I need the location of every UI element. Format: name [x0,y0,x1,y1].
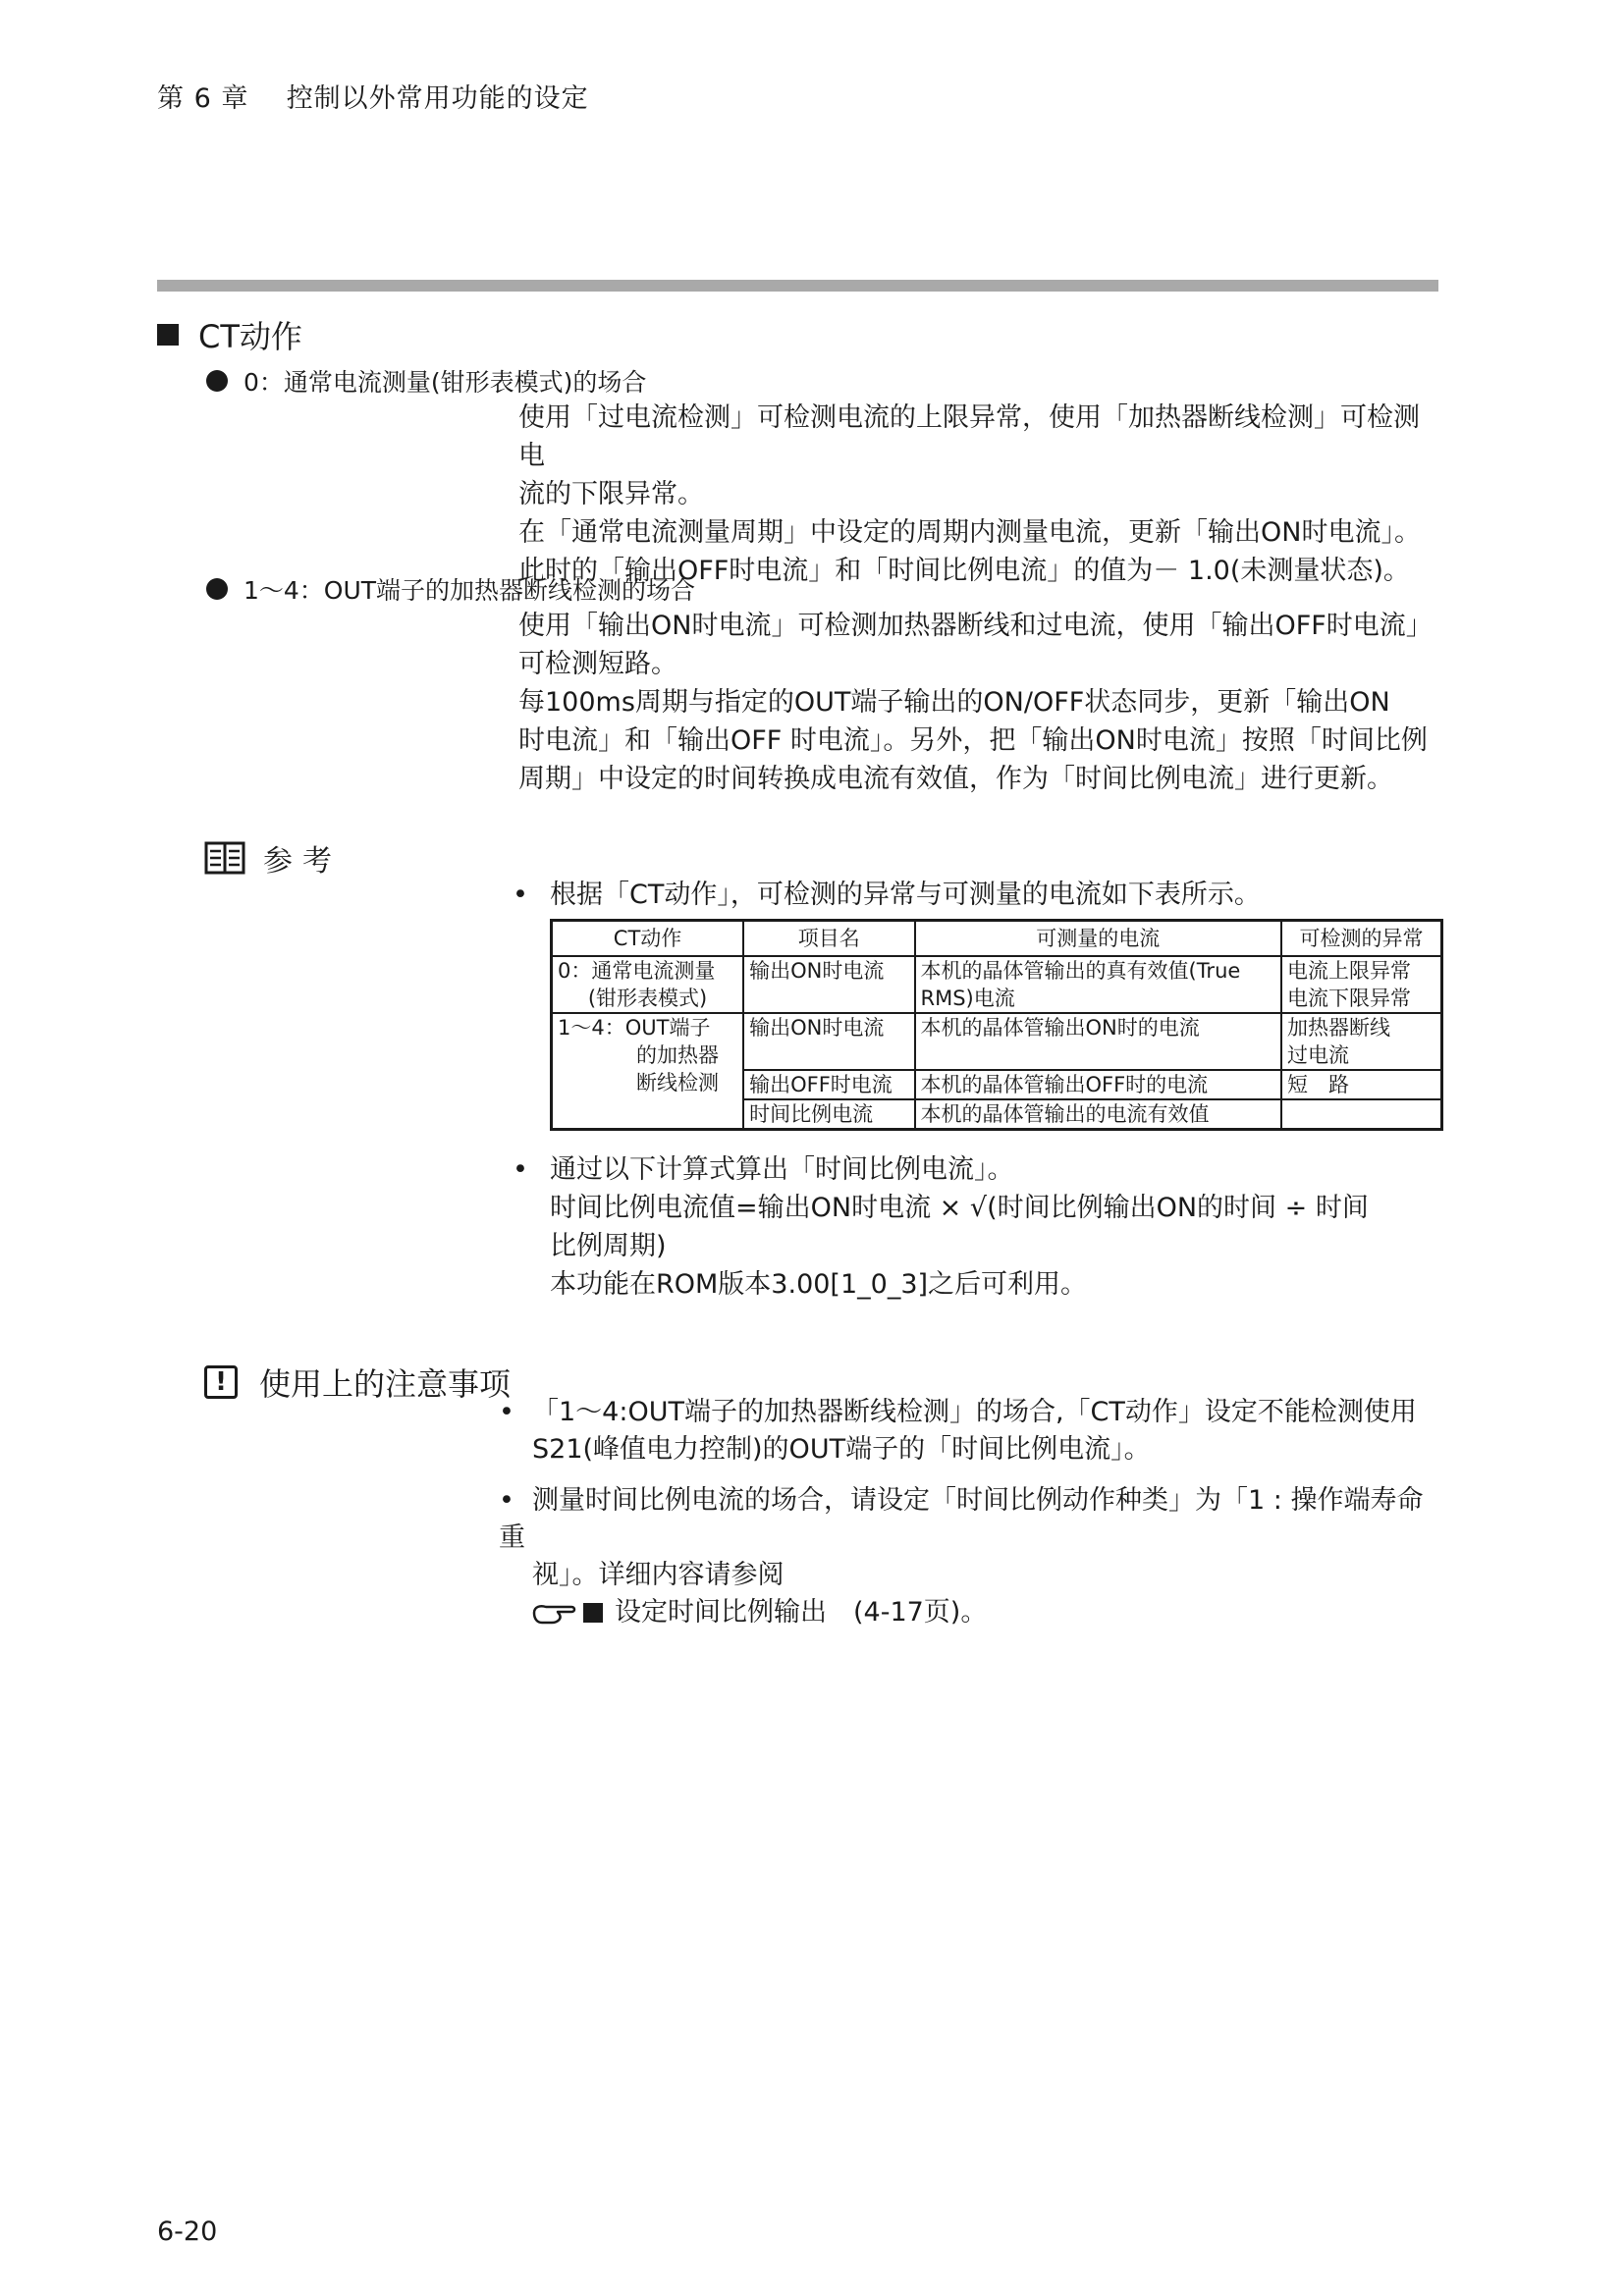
bullet-icon: • [499,1485,514,1516]
mode0-description [518,399,1441,590]
ct-action-table [550,919,1443,1131]
caution-line: S21(峰值电力控制)的OUT端子的「时间比例电流」。 [532,1434,1151,1465]
cell-line: 断线检测 [636,1071,719,1095]
mode14-line: 每100ms周期与指定的OUT端子输出的ON/OFF状态同步，更新「输出ON [518,687,1390,718]
caution-line: 测量时间比例电流的场合，请设定「时间比例动作种类」为「1 : 操作端寿命重 [499,1485,1424,1553]
filled-circle-icon [206,578,228,600]
mode0-line: 此时的「输出OFF时电流」和「时间比例电流」的值为－ 1.0(未测量状态)。 [518,556,1410,586]
mode14-line: 周期」中设定的时间转换成电流有效值，作为「时间比例电流」进行更新。 [518,764,1393,794]
cell-line: 0：通常电流测量 [558,959,716,983]
mode14-line: 使用「输出ON时电流」可检测加热器断线和过电流，使用「输出OFF时电流」 [518,611,1433,641]
table-cell-action [552,956,744,1013]
reference-intro-text: 根据「CT动作」，可检测的异常与可测量的电流如下表所示。 [550,880,1261,910]
cross-reference-text: 设定时间比例输出 (4-17页)。 [615,1597,988,1628]
mode14-line: 时电流」和「输出OFF 时电流」。另外，把「输出ON时电流」按照「时间比例 [518,725,1428,756]
mode0-line: 在「通常电流测量周期」中设定的周期内测量电流，更新「输出ON时电流」。 [518,517,1421,548]
section-title-text: CT动作 [198,318,302,355]
filled-circle-icon [206,370,228,392]
table-header: 可测量的电流 [915,921,1282,957]
pointing-hand-icon [532,1599,577,1627]
caution-line: 视」。详细内容请参阅 [532,1560,785,1590]
cell-line: 过电流 [1287,1043,1349,1067]
cell-line: (钳形表模式) [587,987,708,1010]
caution-item [499,1394,1441,1468]
table-cell-item: 输出ON时电流 [743,956,914,1013]
chapter-number: 第 6 章 [157,83,249,114]
mode14-heading-text: 1～4：OUT端子的加热器断线检测的场合 [244,576,696,605]
reference-intro [513,876,1445,914]
square-bullet-icon [157,324,179,346]
caution-item [499,1482,1441,1631]
cell-line: 电流上限异常 [1287,959,1411,983]
table-row [552,956,1442,1013]
table-cell-abnormal [1281,1013,1442,1070]
table-row [552,1013,1442,1070]
page-number: 6-20 [157,2216,218,2247]
cell-line: 加热器断线 [1287,1016,1390,1040]
table-header: CT动作 [552,921,744,957]
table-header: 可检测的异常 [1281,921,1442,957]
caution-line: 「1～4:OUT端子的加热器断线检测」的场合,「CT动作」设定不能检测使用 [532,1397,1417,1427]
reference-heading [204,836,342,880]
cross-reference-link[interactable] [499,1594,1441,1631]
section-divider [157,280,1438,292]
table-cell-current: 本机的晶体管输出的电流有效值 [915,1099,1282,1130]
formula-line: 本功能在ROM版本3.00[1_0_3]之后可利用。 [550,1269,1088,1300]
table-cell-abnormal [1281,956,1442,1013]
table-cell-item: 时间比例电流 [743,1099,914,1130]
table-cell-abnormal [1281,1099,1442,1130]
formula-line: 比例周期) [550,1231,667,1261]
table-cell-item: 输出ON时电流 [743,1013,914,1070]
mode14-line: 可检测短路。 [518,649,677,679]
cell-line: 电流下限异常 [1287,987,1411,1010]
mode0-heading [206,363,646,399]
mode0-line: 使用「过电流检测」可检测电流的上限异常，使用「加热器断线检测」可检测电 [518,402,1420,471]
table-cell-abnormal: 短 路 [1281,1070,1442,1099]
mode14-heading [206,571,695,607]
book-icon [204,840,245,876]
chapter-title: 控制以外常用功能的设定 [286,83,589,114]
table-cell-current: 本机的晶体管输出的真有效值(True RMS)电流 [915,956,1282,1013]
reference-title: 参考 [263,844,342,879]
caution-title: 使用上的注意事项 [259,1365,512,1403]
table-cell-item: 输出OFF时电流 [743,1070,914,1099]
section-title [157,312,302,357]
exclamation-icon: ! [204,1365,238,1399]
table-cell-current: 本机的晶体管输出OFF时的电流 [915,1070,1282,1099]
formula-line: 时间比例电流值=输出ON时电流 × √(时间比例输出ON的时间 ÷ 时间 [550,1193,1369,1223]
caution-heading [204,1360,511,1405]
bullet-icon: • [513,880,528,910]
table-header: 项目名 [743,921,914,957]
formula-intro: 通过以下计算式算出「时间比例电流」。 [550,1154,1014,1185]
mode14-description [518,607,1441,798]
mode0-line: 流的下限异常。 [518,479,704,509]
bullet-icon: • [499,1397,514,1427]
cell-line: 的加热器 [636,1043,719,1067]
square-bullet-icon [583,1603,603,1623]
formula-block [513,1150,1445,1304]
table-cell-action [552,1013,744,1130]
table-header-row [552,921,1442,957]
cell-line: 1～4：OUT端子 [558,1016,711,1040]
bullet-icon: • [513,1154,528,1185]
mode0-heading-text: 0：通常电流测量(钳形表模式)的场合 [244,368,647,397]
table-cell-current: 本机的晶体管输出ON时的电流 [915,1013,1282,1070]
page-header [157,77,589,115]
